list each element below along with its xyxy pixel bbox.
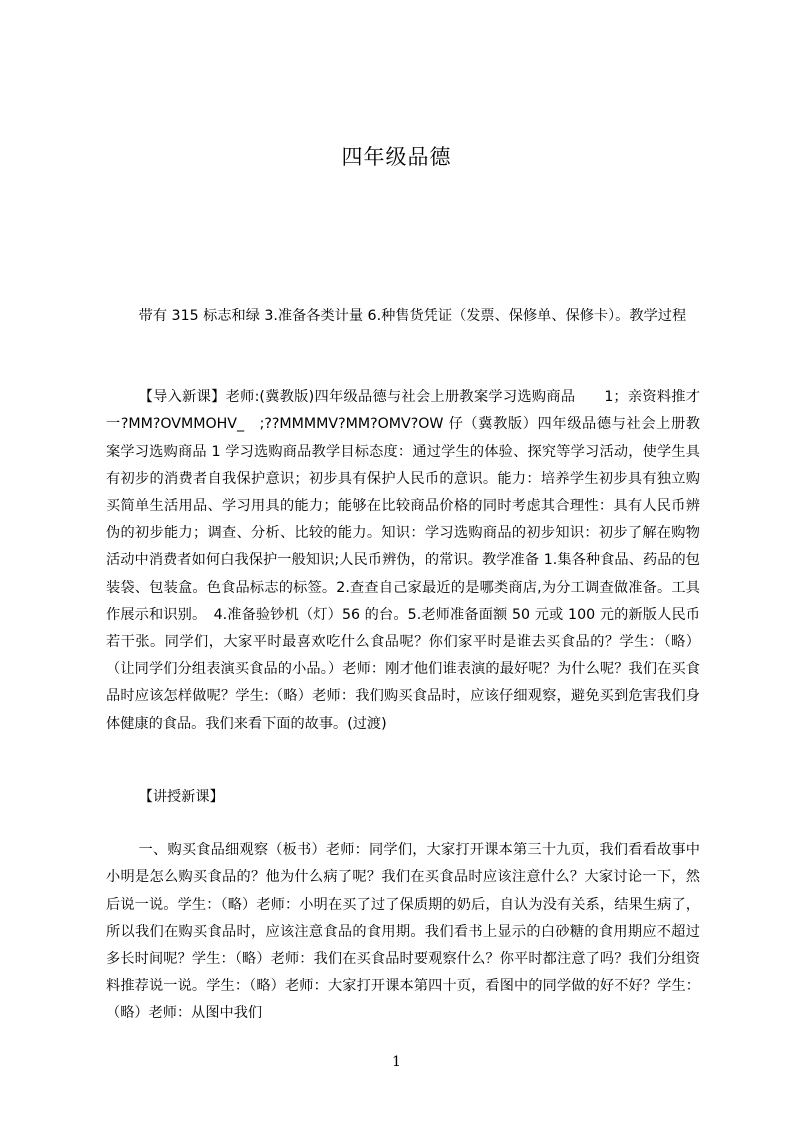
- section-heading-new-lesson: 【讲授新课】: [138, 789, 224, 806]
- paragraph-materials: 带有 315 标志和绿 3.准备各类计量 6.种售货凭证（发票、保修单、保修卡）。教学过程: [138, 308, 687, 325]
- page-number: 1: [392, 1054, 401, 1070]
- document-title: 四年级品德: [341, 145, 452, 169]
- paragraph-introduction: 【导入新课】老师:(冀教版)四年级品德与社会上册教案学习选购商品 1；亲资料推才一?MM?OVMMOHV_ ;??MMMMV?MM?OMV?OW 仔（冀教版）四年级品德与社会上册教案学习选购商品 1 学习选购商品教学目标态度：通过学生的体验、探究等学习活动，使学生具有初步的消费者自我保护意识；初步具有保护人民币的意识。能力：培养学生初步具有独立购买简单生活用品、学习用具的能力；能够在比较商品价格的同时考虑其合理性：具有人民币辨伪的初步能力；调查、分析、比较的能力。知识：学习选购商品的初步知识：初步了解在购物活动中消费者如何白我保护一般知识;人民币辨伪，的常识。教学准备 1.集各种食品、药品的包装袋、包装盒。色食品标志的标签。2.查查自己家最近的是哪类商店,为分工调查做准备。工具作展示和识别。 4.准备验钞机（灯）56 的台。5.老师准备面额 50 元或 100 元的新版人民币若干张。同学们，大家平时最喜欢吃什么食品呢？你们家平时是谁去买食品的？学生：（略）（让同学们分组表演买食品的小品。）老师：刚才他们谁表演的最好呢？为什么呢？我们在买食品时应该怎样做呢？学生:（略）老师：我们购买食品时，应该仔细观察，避免买到危害我们身体健康的食品。我们来看下面的故事。(过渡): [106, 389, 700, 732]
- paragraph-food-observation: 一、购买食品细观察（板书）老师：同学们，大家打开课本第三十九页，我们看看故事中小明是怎么购买食品的？他为什么病了呢？我们在买食品时应该注意什么？大家讨论一下，然后说一说。学生：（略）老师：小明在买了过了保质期的奶后，自认为没有关系，结果生病了，所以我们在购买食品时，应该注意食品的食用期。我们看书上显示的白砂糖的食用期应不超过多长时间呢？学生：（略）老师：我们在买食品时要观察什么？你平时都注意了吗？我们分组资料推荐说一说。学生：（略）老师：大家打开课本第四十页，看图中的同学做的好不好？学生：（略）老师：从图中我们: [106, 842, 700, 1022]
